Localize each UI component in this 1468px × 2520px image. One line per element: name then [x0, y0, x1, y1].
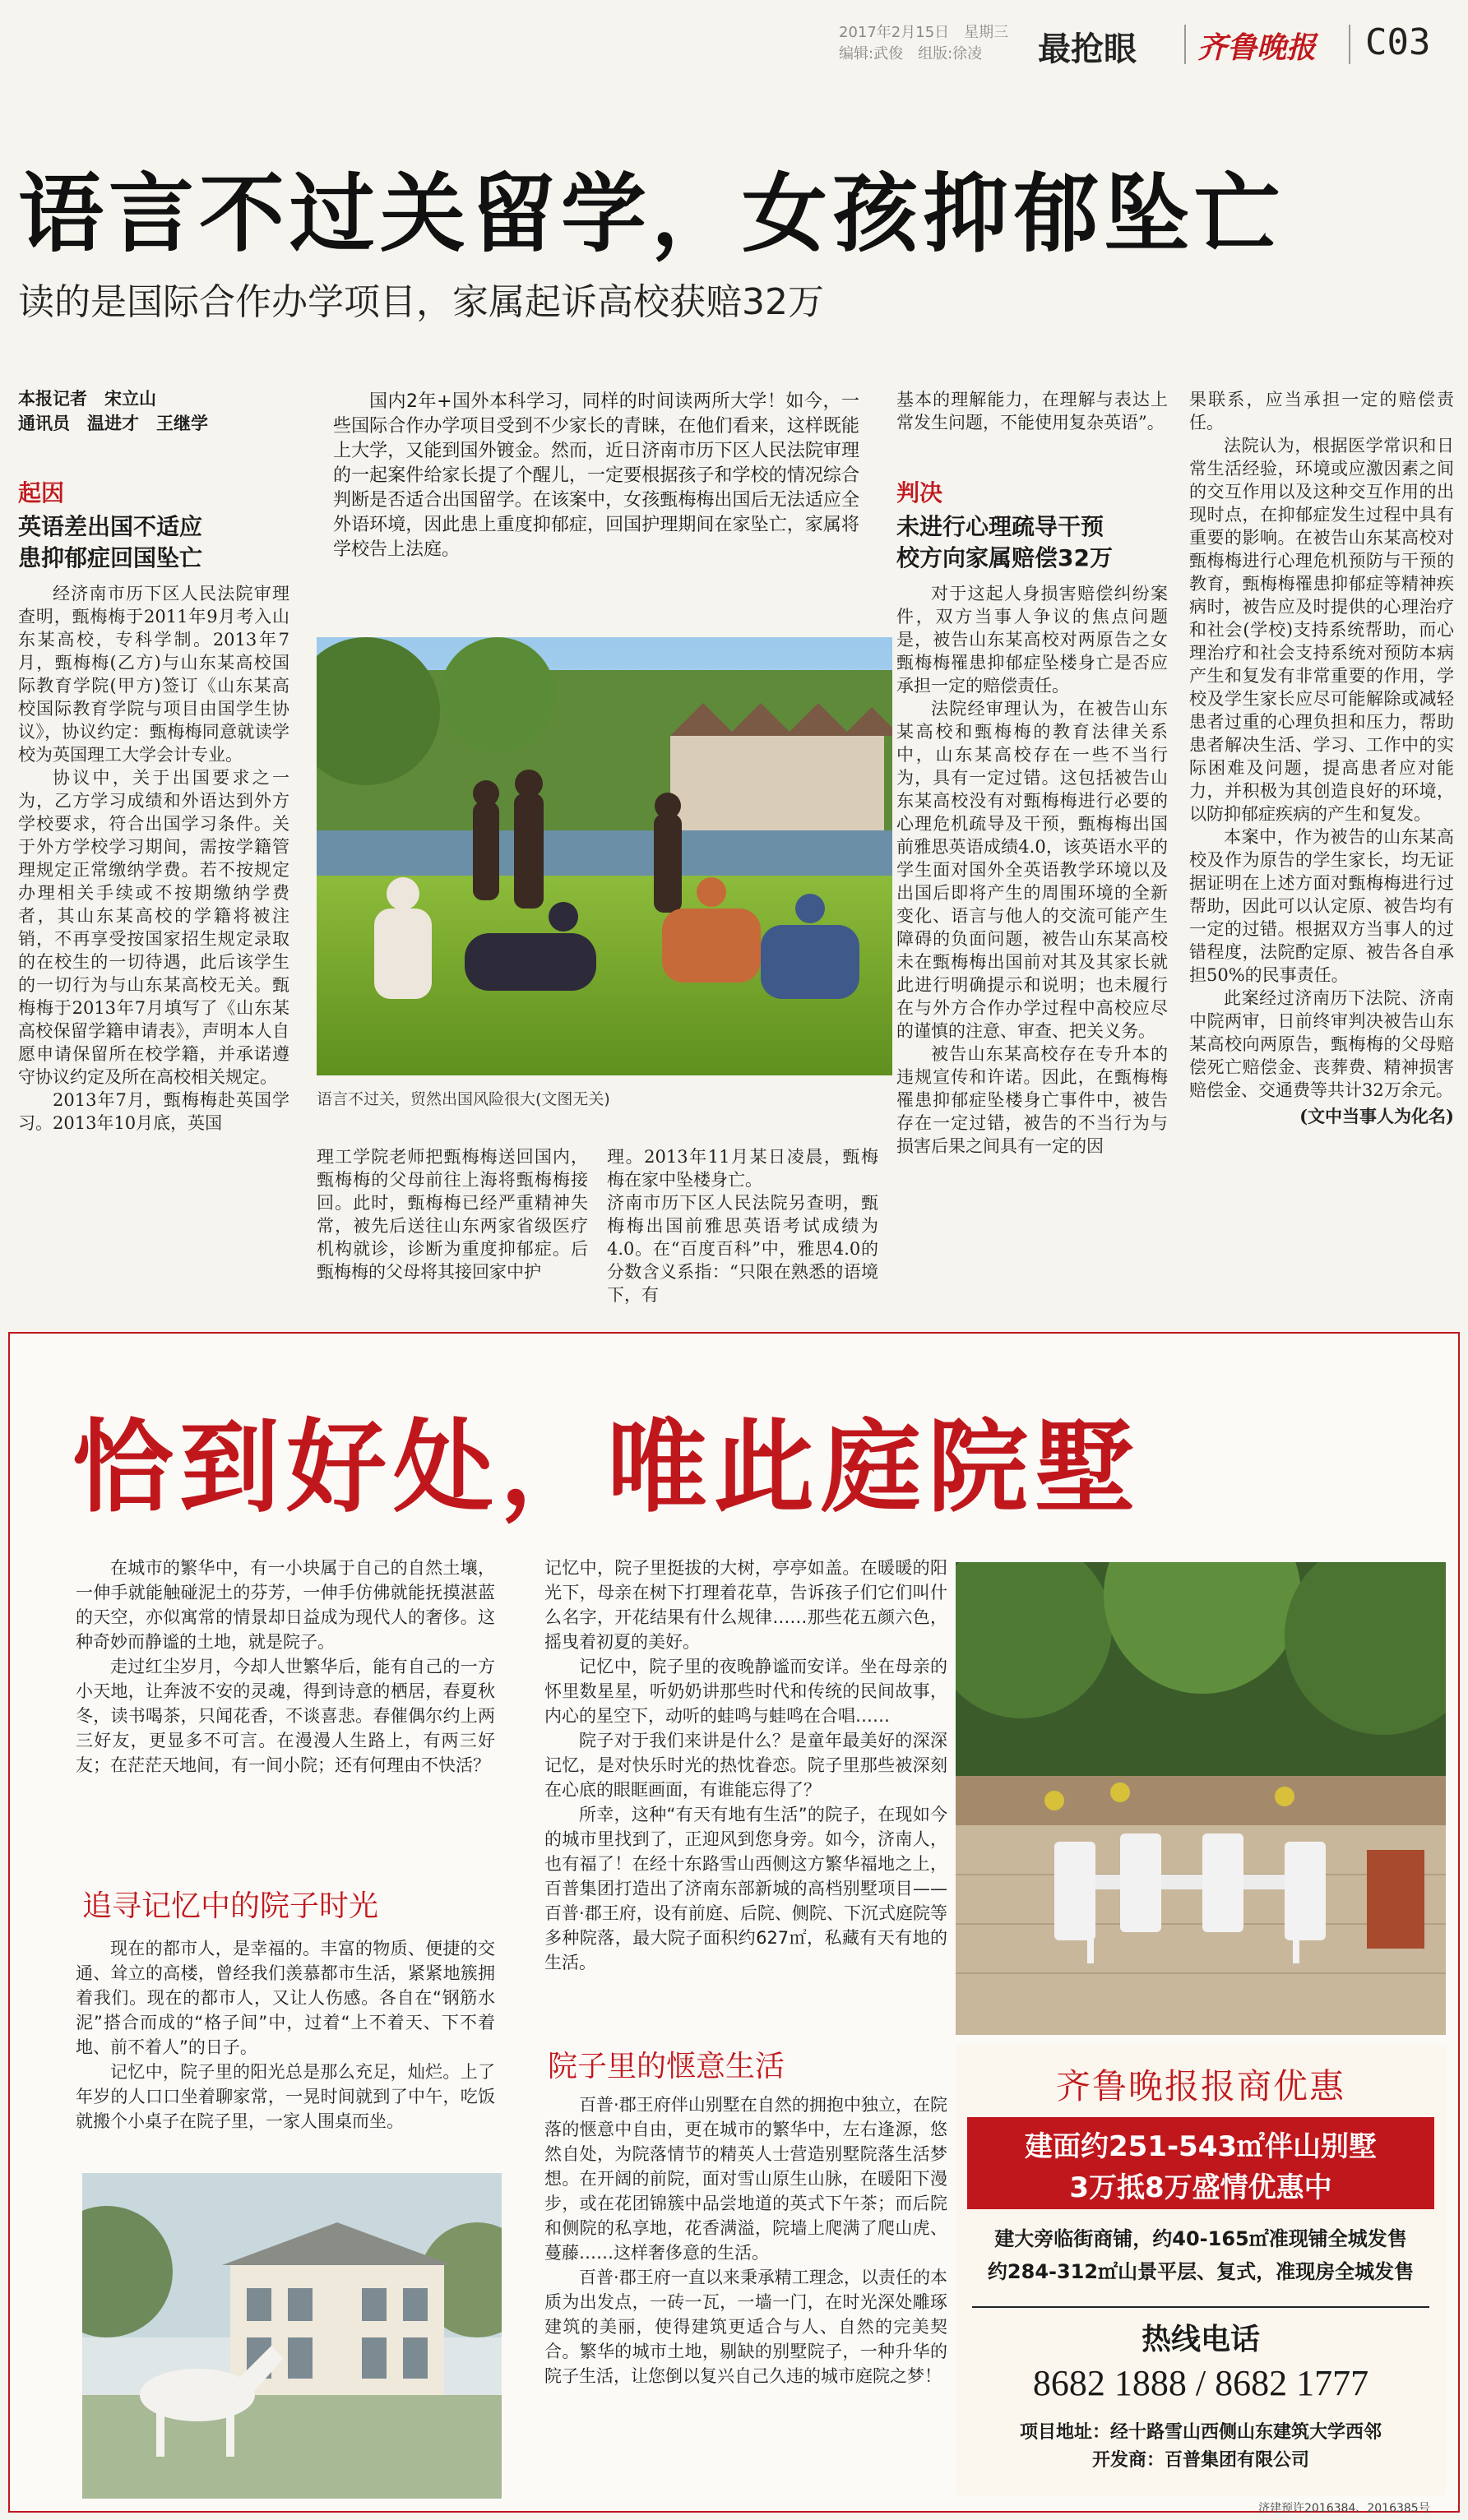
paragraph: 果联系，应当承担一定的赔偿责任。 — [1189, 390, 1454, 432]
section2-title-line: 未进行心理疏导干预 — [896, 513, 1104, 540]
paragraph: 记忆中，院子里的阳光总是那么充足，灿烂。上了年岁的人口口坐着聊家常，一晃时间就到了中午，吃饭就搬个小桌子在院子里，一家人围桌而坐。 — [76, 2062, 495, 2131]
body-column-3: 理。2013年11月某日凌晨，甄梅梅在家中坠楼身亡。 济南市历下区人民法院另查明，甄梅梅出国前雅思英语考试成绩为4.0。在“百度百科”中，雅思4.0的分数含义系指：“只限在熟悉的语境下，有 — [607, 1147, 878, 1305]
byline-reporter: 本报记者 宋立山 — [18, 389, 156, 409]
paragraph: 百普·郡王府伴山别墅在自然的拥抱中独立，在院落的惬意中自由，更在城市的繁华中，左右逢源，悠然自处，为院落情节的精英人士营造别墅院落生活梦想。在开阔的前院，面对雪山原生山脉，在暖阳下漫步，或在花团锦簇中品尝地道的英式下午茶；而后院和侧院的私享地，花香满溢，院墙上爬满了爬山虎、蔓藤……这样奢侈意的生活。 — [544, 2095, 947, 2263]
body-column-4-top: 基本的理解能力，在理解与表达上常发生问题，不能使用复杂英语”。 — [896, 390, 1168, 432]
name-note: (文中当事人为化名) — [1299, 1106, 1454, 1126]
section-name: 最抢眼 — [1038, 30, 1137, 68]
section1-title-line: 英语差出国不适应 — [18, 513, 203, 540]
promo-title: 齐鲁晚报报商优惠 — [1055, 2066, 1345, 2106]
ad-column-b-2 — [544, 2092, 947, 2388]
masthead — [0, 0, 1468, 82]
project-address: 项目地址：经十路雪山西侧山东建筑大学西邻 — [1019, 2422, 1382, 2443]
ad-column-a-2 — [76, 1936, 495, 2134]
paragraph: 此案经过济南历下法院、济南中院两审，日前终审判决被告山东某高校向两原告，甄梅梅的父母赔偿死亡赔偿金、丧葬费、精神损害赔偿金、交通费等共计32万余元。 — [1189, 988, 1454, 1100]
promo-line-1: 建面约251-543㎡伴山别墅 — [1024, 2130, 1378, 2163]
byline — [18, 386, 208, 436]
ad-subhead-2: 院子里的惬意生活 — [548, 2050, 785, 2083]
byline-correspondent: 通讯员 温进才 王继学 — [18, 414, 208, 433]
promo-divider — [972, 2306, 1429, 2308]
promo-detail-1: 建大旁临街商铺，约40-165㎡准现铺全城发售 — [994, 2227, 1407, 2250]
paragraph: 记忆中，院子里挺拔的大树，亭亭如盖。在暖暖的阳光下，母亲在树下打理着花草，告诉孩子们它们叫什么名字，开花结果有什么规律……那些花五颜六色，摇曳着初夏的美好。 — [544, 1558, 947, 1652]
paragraph: 院子对于我们来讲是什么？是童年最美好的深深记忆，是对快乐时光的热忱眷恋。院子里那些被深刻在心底的眼眶画面，有谁能忘得了？ — [544, 1731, 947, 1800]
lead-paragraph: 国内2年+国外本科学习，同样的时间读两所大学！如今，一些国际合作办学项目受到不少家长的青睐，在他们看来，这样既能上大学，又能到国外镀金。然而，近日济南市历下区人民法院审理的一起案件给家长提了个醒儿，一定要根据孩子和学校的情况综合判断是否适合出国留学。在该案中，女孩甄梅梅出国后无法适应全外语环境，因此患上重度抑郁症，回国护理期间在家坠亡，家属将学校告上法庭。 — [333, 391, 859, 560]
paragraph: 所幸，这种“有天有地有生活”的院子，在现如今的城市里找到了，正迎风到您身旁。如今，济南人，也有福了！在经十东路雪山西侧这方繁华福地之上，百普集团打造出了济南东部新城的高档别墅项目——百普·郡王府，设有前庭、后院、侧院、下沉式庭院等多种院落，最大院子面积约627㎡，私藏有天有地的生活。 — [544, 1805, 947, 1972]
divider-bar — [1349, 25, 1350, 64]
paragraph: 被告山东某高校存在专升本的违规宣传和许诺。因此，在甄梅梅罹患抑郁症坠楼身亡事件中，被告存在一定过错，被告的不当行为与损害后果之间具有一定的因 — [896, 1044, 1168, 1156]
section1-title — [18, 511, 202, 574]
paragraph: 本案中，作为被告的山东某高校及作为原告的学生家长，均无证据证明在上述方面对甄梅梅进行过帮助，因此可以认定原、被告均有一定的过错。根据双方当事人的过错程度，法院酌定原、被告各自承担50%的民事责任。 — [1189, 827, 1454, 985]
section2-title — [896, 511, 1113, 574]
photo-caption: 语言不过关，贸然出国风险很大(文图无关) — [317, 1090, 610, 1108]
section2-kicker: 判决 — [896, 479, 943, 506]
courtyard-patio-illustration — [956, 1562, 1446, 2035]
section1-title-line: 患抑郁症回国坠亡 — [18, 544, 203, 571]
ad-subhead-1: 追寻记忆中的院子时光 — [82, 1889, 379, 1923]
paragraph: 协议中，关于出国要求之一为，乙方学习成绩和外语达到外方学校要求，符合出国学习条件。关于外方学校学习期间，需按学籍管理规定正常缴纳学费。若不按规定办理相关手续或不按期缴纳学费者，其山东某高校的学籍将被注销，不再享受按国家招生规定录取的在校生的一切待遇，此后该学生的一切行为与山东某高校无关。甄梅梅于2013年7月填写了《山东某高校保留学籍申请表》，声明本人自愿申请保留所在校学籍，并承诺遵守协议约定及所在高校相关规定。 — [18, 768, 289, 1087]
issue-date: 2017年2月15日 星期三 — [839, 24, 1009, 41]
villa-render — [82, 2173, 502, 2499]
paragraph: 现在的都市人，是幸福的。丰富的物质、便捷的交通、耸立的高楼，曾经我们羡慕都市生活，紧紧地簇拥着我们。现在的都市人，又让人伤感。各自在“钢筋水泥”搭合而成的“格子间”中，过着“上不着天、下不着地、前不着人”的日子。 — [76, 1939, 495, 2057]
section1-kicker: 起因 — [18, 479, 65, 506]
hotline-number[interactable]: 8682 1888 / 8682 1777 — [1032, 2363, 1369, 2403]
villa-with-horse-illustration — [82, 2173, 502, 2499]
paragraph: 2013年7月，甄梅梅赴英国学习。2013年10月底，英国 — [18, 1090, 289, 1133]
developer-name: 开发商：百普集团有限公司 — [1091, 2450, 1309, 2471]
ad-column-a — [76, 1556, 495, 1778]
paragraph: 在城市的繁华中，有一小块属于自己的自然土壤，一伸手就能触碰泥土的芬芳，一伸手仿佛就能抚摸湛蓝的天空，亦似寓常的情景却日益成为现代人的奢侈。这种奇妙而静谧的土地，就是院子。 — [76, 1558, 495, 1652]
paragraph: 法院经审理认为，在被告山东某高校和甄梅梅的教育法律关系中，山东某高校存在一些不当行为，具有一定过错。这包括被告山东某高校没有对甄梅梅进行必要的心理危机疏导及干预，甄梅梅出国前雅思英语成绩4.0，该英语水平的学生面对国外全英语教学环境以及出国后即将产生的周围环境的全新变化、语言与他人的交流可能产生障碍的负面问题，被告山东某高校未在甄梅梅出国前对其及其家长就此进行明确提示和说明；也未履行在与外方合作办学过程中高校应尽的谨慎的注意、审查、把关义务。 — [896, 699, 1168, 1041]
news-photo — [317, 637, 892, 1075]
garden-photo — [956, 1562, 1446, 2035]
paragraph: 法院认为，根据医学常识和日常生活经验，环境或应激因素之间的交互作用以及这种交互作用的出现时点，在抑郁症发生过程中具有重要的影响。在被告山东某高校对甄梅梅进行心理危机预防与干预的教育，甄梅梅罹患抑郁症等精神疾病时，被告应及时提供的心理治疗和社会(学校)支持系统帮助，而心理治疗和社会支持系统对预防本病产生和复发有非常重要的作用，学校及学生家长应尽可能解除或减轻患者过重的心理负担和压力，帮助患者解决生活、学习、工作中的实际困难及问题，提高患者应对能力，并积极为其创造良好的环境，以防抑郁症疾病的产生和复发。 — [1189, 436, 1454, 824]
permit-footnote: 济建预许2016384、2016385号 — [1258, 2502, 1430, 2515]
paragraph: 百普·郡王府一直以来秉承精工理念，以责任的本质为出发点，一砖一瓦，一墙一门，在时光深处雕琢建筑的美丽，使得建筑更适合与人、自然的完美契合。繁华的城市土地，剔缺的别墅院子，一种升华的院子生活，让您倒以复兴自己久违的城市庭院之梦！ — [544, 2268, 947, 2386]
body-column-2: 理工学院老师把甄梅梅送回国内，甄梅梅的父母前往上海将甄梅梅接回。此时，甄梅梅已经严重精神失常，被先后送往山东两家省级医疗机构就诊，诊断为重度抑郁症。后甄梅梅的父母将其接回家中护 — [317, 1147, 588, 1282]
ad-headline: 恰到好处，唯此庭院墅 — [72, 1409, 1142, 1526]
ad-column-b — [544, 1556, 947, 1975]
promo-detail-2: 约284-312㎡山景平层、复式，准现房全城发售 — [987, 2260, 1415, 2283]
paragraph: 记忆中，院子里的夜晚静谧而安详。坐在母亲的怀里数星星，听奶奶讲那些时代和传统的民间故事，内心的星空下，动听的蛙鸣与蛙鸣在合唱…… — [544, 1657, 947, 1726]
editor-credits: 编辑:武俊 组版:徐凌 — [839, 45, 983, 62]
page-number: C03 — [1365, 21, 1431, 63]
body-column-1 — [18, 582, 289, 1135]
body-column-4 — [896, 582, 1168, 1158]
section2-title-line: 校方向家属赔偿32万 — [896, 544, 1113, 571]
body-column-5 — [1189, 388, 1454, 1128]
promo-line-2: 3万抵8万盛情优惠中 — [1069, 2171, 1332, 2204]
promo-box — [956, 2045, 1446, 2495]
paper-logo: 齐鲁晚报 — [1197, 30, 1317, 65]
subheadline: 读的是国际合作办学项目，家属起诉高校获赔32万 — [18, 281, 824, 323]
promo-banner — [967, 2117, 1434, 2209]
divider-bar — [1184, 25, 1186, 64]
students-on-lawn-illustration — [317, 637, 892, 1075]
headline: 语言不过关留学，女孩抑郁坠亡 — [18, 164, 1285, 264]
paragraph: 走过红尘岁月，今却人世繁华后，能有自己的一方小天地，让奔波不安的灵魂，得到诗意的栖居，春夏秋冬，读书喝茶，只闻花香，不谈喜悲。春催偶尔约上两三好友，更显多不可言。在漫漫人生路上，有两三好友；在茫茫天地间，有一间小院；还有何理由不快活？ — [76, 1657, 495, 1775]
paragraph: 经济南市历下区人民法院审理查明，甄梅梅于2011年9月考入山东某高校，专科学制。2013年7月，甄梅梅(乙方)与山东某高校国际教育学院(甲方)签订《山东某高校国际教育学院与项目由国学生协议》，协议约定：甄梅梅同意就读学校为英国理工大学会计专业。 — [18, 584, 289, 765]
hotline-label: 热线电话 — [1141, 2323, 1260, 2356]
paragraph: 对于这起人身损害赔偿纠纷案件，双方当事人争议的焦点问题是，被告山东某高校对两原告之女甄梅梅罹患抑郁症坠楼身亡是否应承担一定的赔偿责任。 — [896, 584, 1168, 696]
